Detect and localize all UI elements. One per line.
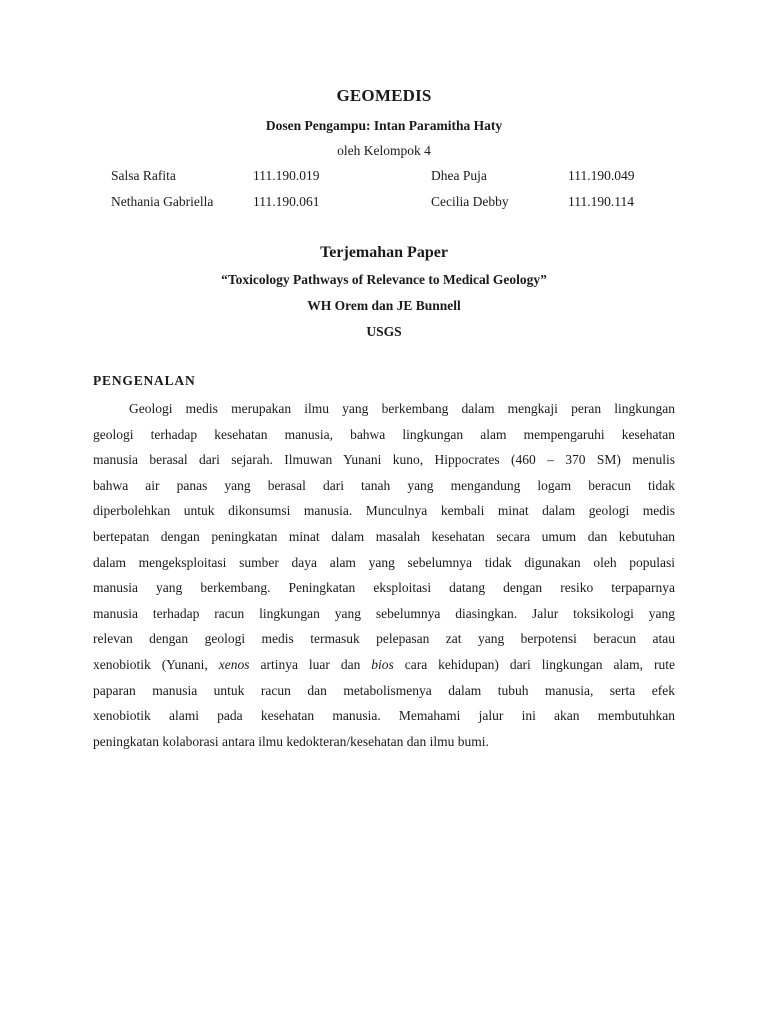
member-id: 111.190.049	[568, 168, 635, 183]
paragraph-line: relevan dengan geologi medis termasuk pelepasan zat yang berpotensi beracun atau	[93, 631, 675, 647]
paragraph-line: paparan manusia untuk racun dan metabolismenya dalam tubuh manusia, serta efek	[93, 682, 675, 698]
paragraph-line: xenobiotik (Yunani, xenos artinya luar dan bios cara kehidupan) dari lingkungan alam, rute	[93, 656, 675, 672]
member-name: Nethania Gabriella	[111, 194, 214, 209]
section-subtitle: Terjemahan Paper	[320, 244, 448, 261]
paragraph-line: manusia berasal dari sejarah. Ilmuwan Yunani kuno, Hippocrates (460 – 370 SM) menulis	[93, 452, 675, 468]
section-heading: PENGENALAN	[93, 373, 196, 388]
group-line: oleh Kelompok 4	[337, 143, 431, 158]
paper-organization: USGS	[366, 324, 402, 339]
paragraph-line: manusia terhadap racun lingkungan yang sebelumnya diasingkan. Jalur toksikologi yang	[93, 605, 675, 621]
member-name: Cecilia Debby	[431, 194, 509, 209]
paragraph-line: xenobiotik alami pada kesehatan manusia. Memahami jalur ini akan membutuhkan	[93, 708, 675, 724]
paragraph-line: bahwa air panas yang berasal dari tanah yang mengandung logam beracun tidak	[93, 477, 675, 493]
paragraph-line: bertepatan dengan peningkatan minat dalam masalah kesehatan secara umum dan kebutuhan	[93, 528, 675, 544]
paper-title: “Toxicology Pathways of Relevance to Medical Geology”	[221, 272, 547, 287]
member-id: 111.190.019	[253, 168, 320, 183]
document-title: GEOMEDIS	[336, 86, 432, 105]
paper-authors: WH Orem dan JE Bunnell	[307, 298, 461, 313]
paragraph-line: Geologi medis merupakan ilmu yang berkembang dalam mengkaji peran lingkungan	[129, 401, 675, 416]
member-name: Dhea Puja	[431, 168, 487, 183]
member-id: 111.190.114	[568, 194, 634, 209]
paragraph-line: geologi terhadap kesehatan manusia, bahwa lingkungan alam mempengaruhi kesehatan	[93, 426, 675, 442]
lecturer-line: Dosen Pengampu: Intan Paramitha Haty	[265, 118, 503, 133]
paragraph-line: peningkatan kolaborasi antara ilmu kedokteran/kesehatan dan ilmu bumi.	[93, 733, 489, 749]
member-id: 111.190.061	[253, 194, 320, 209]
paragraph-line: dalam mengeksploitasi sumber daya alam yang sebelumnya tidak digunakan oleh populasi	[93, 554, 675, 570]
paragraph-line: diperbolehkan untuk dikonsumsi manusia. Munculnya kembali minat dalam geologi medis	[93, 503, 675, 519]
paragraph-line: manusia yang berkembang. Peningkatan eksploitasi datang dengan resiko terpaparnya	[93, 580, 675, 596]
member-name: Salsa Rafita	[111, 168, 176, 183]
body-paragraph	[93, 396, 675, 754]
